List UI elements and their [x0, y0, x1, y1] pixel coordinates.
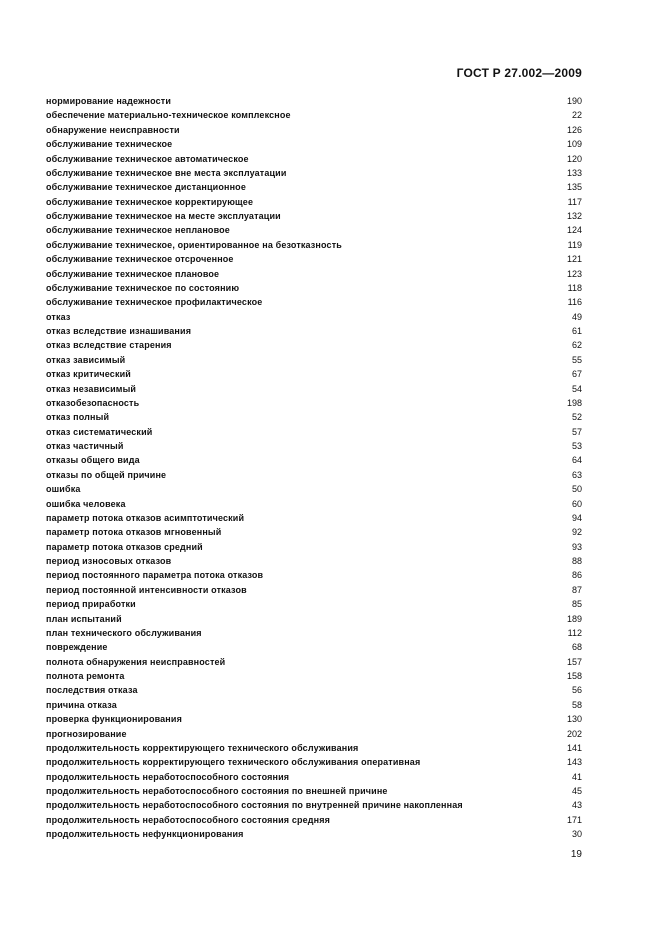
- index-entry: [46, 525, 582, 539]
- index-page-number: 45: [571, 786, 582, 796]
- index-entry: [46, 540, 582, 554]
- index-term: продолжительность нефункционирования: [46, 829, 244, 840]
- index-term: обслуживание техническое отсроченное: [46, 254, 234, 265]
- index-term: обслуживание техническое, ориентированное на безотказность: [46, 239, 342, 250]
- index-term: период износовых отказов: [46, 556, 172, 566]
- index-entry: [46, 108, 582, 122]
- index-page-number: 121: [566, 254, 582, 265]
- index-entry: [46, 482, 582, 496]
- index-term: продолжительность неработоспособного состояния по внешней причине: [46, 786, 388, 796]
- index-entry: [46, 727, 582, 741]
- index-term: обслуживание техническое по состоянию: [46, 282, 240, 293]
- index-entry: [46, 425, 582, 439]
- index-entry: [46, 741, 582, 755]
- index-entry: [46, 770, 582, 784]
- index-entry: [46, 152, 582, 166]
- index-entry: [46, 396, 582, 410]
- document-id: ГОСТ Р 27.002—2009: [456, 66, 582, 80]
- page-number: 19: [570, 849, 582, 860]
- index-term: параметр потока отказов асимптотический: [46, 512, 245, 523]
- index-entry: [46, 252, 582, 266]
- index-term: прогнозирование: [46, 728, 127, 739]
- index-entry: [46, 195, 582, 209]
- index-entry: [46, 338, 582, 352]
- index-entry: [46, 281, 582, 295]
- index-page-number: 56: [571, 685, 582, 696]
- index-page-number: 132: [566, 211, 582, 221]
- index-page-number: 117: [567, 196, 582, 207]
- index-term: нормирование надежности: [46, 96, 172, 106]
- index-page-number: 109: [566, 139, 582, 150]
- index-page-number: 61: [571, 326, 582, 336]
- index-page-number: 171: [566, 814, 582, 825]
- index-entry: [46, 94, 582, 108]
- index-page-number: 190: [566, 96, 582, 106]
- index-term: полнота обнаружения неисправностей: [46, 656, 226, 667]
- index-page-number: 30: [571, 829, 582, 840]
- index-term: проверка функционирования: [46, 714, 182, 725]
- index-term: полнота ремонта: [46, 671, 125, 681]
- index-entry: [46, 612, 582, 626]
- index-page-number: 133: [566, 167, 582, 178]
- index-page-number: 55: [571, 354, 582, 365]
- index-entry: [46, 238, 582, 252]
- index-entry: [46, 554, 582, 568]
- index-entry: [46, 784, 582, 798]
- index-term: обслуживание техническое неплановое: [46, 225, 230, 236]
- index-term: повреждение: [46, 642, 108, 653]
- index-term: отказ вследствие старения: [46, 340, 172, 351]
- index-page-number: 112: [567, 627, 582, 638]
- index-term: обслуживание техническое дистанционное: [46, 182, 246, 193]
- index-page-number: 130: [566, 714, 582, 725]
- index-term: обслуживание техническое корректирующее: [46, 196, 254, 207]
- index-entry: [46, 324, 582, 338]
- index-term: период приработки: [46, 599, 136, 610]
- index-page-number: 93: [571, 541, 582, 552]
- index-term: отказ полный: [46, 412, 110, 423]
- index-page-number: 53: [571, 441, 582, 451]
- index-term: продолжительность неработоспособного состояния по внутренней причине накопленная: [46, 800, 463, 811]
- index-entry: [46, 166, 582, 180]
- index-entry: [46, 209, 582, 223]
- index-entry: [46, 410, 582, 424]
- index-entry: [46, 640, 582, 654]
- index-page-number: 63: [571, 469, 582, 480]
- index-entry: [46, 827, 582, 841]
- index-entry: [46, 223, 582, 237]
- index-entry: [46, 295, 582, 309]
- index-entry: [46, 568, 582, 582]
- index-term: ошибка: [46, 484, 81, 495]
- index-entry: [46, 655, 582, 669]
- index-term: план испытаний: [46, 613, 122, 624]
- index-page-number: 50: [571, 484, 582, 495]
- index-entry: [46, 382, 582, 396]
- index-entry: [46, 310, 582, 324]
- index-page-number: 126: [566, 124, 582, 135]
- index-term: обслуживание техническое на месте эксплуатации: [46, 211, 281, 221]
- index-page-number: 86: [571, 570, 582, 581]
- index-page-number: 52: [571, 412, 582, 423]
- index-entry: [46, 453, 582, 467]
- index-term: ошибка человека: [46, 498, 126, 509]
- index-term: отказ независимый: [46, 383, 137, 394]
- index-entry: [46, 813, 582, 827]
- index-term: отказы по общей причине: [46, 469, 167, 480]
- index-page-number: 88: [571, 556, 582, 566]
- index-entry: [46, 597, 582, 611]
- index-page-number: 157: [566, 656, 582, 667]
- index-term: параметр потока отказов мгновенный: [46, 527, 222, 538]
- index-term: обеспечение материально-техническое комплексное: [46, 110, 291, 121]
- index-page-number: 68: [571, 642, 582, 653]
- index-page-number: 87: [571, 584, 582, 595]
- index-page-number: 67: [571, 369, 582, 380]
- term-index-list: [46, 94, 582, 842]
- index-entry: [46, 626, 582, 640]
- index-page-number: 62: [571, 340, 582, 351]
- index-page-number: 158: [566, 671, 582, 681]
- index-term: параметр потока отказов средний: [46, 541, 203, 552]
- index-page-number: 92: [571, 527, 582, 538]
- index-page-number: 60: [571, 498, 582, 509]
- index-entry: [46, 712, 582, 726]
- index-page-number: 141: [566, 742, 582, 753]
- index-entry: [46, 497, 582, 511]
- index-term: отказ критический: [46, 369, 131, 380]
- index-page-number: 49: [571, 311, 582, 322]
- index-page-number: 198: [566, 397, 582, 408]
- index-entry: [46, 698, 582, 712]
- index-entry: [46, 267, 582, 281]
- index-term: продолжительность неработоспособного состояния: [46, 771, 290, 782]
- index-term: последствия отказа: [46, 685, 138, 696]
- index-term: обслуживание техническое: [46, 139, 173, 150]
- index-page-number: 120: [566, 153, 582, 164]
- index-entry: [46, 439, 582, 453]
- index-page-number: 118: [567, 282, 582, 293]
- index-page-number: 85: [571, 599, 582, 610]
- index-entry: [46, 755, 582, 769]
- index-term: отказы общего вида: [46, 455, 140, 466]
- index-page-number: 41: [571, 771, 582, 782]
- index-page-number: 124: [566, 225, 582, 236]
- index-entry: [46, 669, 582, 683]
- index-page-number: 189: [566, 613, 582, 624]
- index-entry: [46, 367, 582, 381]
- index-page-number: 94: [571, 512, 582, 523]
- index-term: причина отказа: [46, 699, 117, 710]
- index-term: отказ систематический: [46, 426, 153, 437]
- index-page-number: 116: [567, 297, 582, 308]
- index-term: план технического обслуживания: [46, 627, 202, 638]
- index-page-number: 64: [571, 455, 582, 466]
- index-term: продолжительность корректирующего технического обслуживания: [46, 742, 359, 753]
- index-term: отказ: [46, 311, 71, 322]
- index-page-number: 43: [571, 800, 582, 811]
- index-page-number: 54: [571, 383, 582, 394]
- index-entry: [46, 180, 582, 194]
- index-term: обслуживание техническое профилактическое: [46, 297, 263, 308]
- index-entry: [46, 798, 582, 812]
- index-term: обнаружение неисправности: [46, 124, 180, 135]
- index-entry: [46, 468, 582, 482]
- index-term: период постоянной интенсивности отказов: [46, 584, 247, 595]
- index-term: обслуживание техническое плановое: [46, 268, 220, 279]
- index-page-number: 143: [566, 757, 582, 768]
- index-term: отказобезопасность: [46, 397, 140, 408]
- index-page-number: 22: [571, 110, 582, 121]
- index-entry: [46, 583, 582, 597]
- index-page-number: 119: [567, 239, 582, 250]
- index-term: продолжительность корректирующего технического обслуживания оперативная: [46, 757, 421, 768]
- index-page-number: 202: [566, 728, 582, 739]
- index-term: продолжительность неработоспособного состояния средняя: [46, 814, 331, 825]
- index-page-number: 135: [566, 182, 582, 193]
- index-term: отказ зависимый: [46, 354, 126, 365]
- index-entry: [46, 123, 582, 137]
- index-entry: [46, 137, 582, 151]
- index-term: обслуживание техническое вне места эксплуатации: [46, 167, 287, 178]
- index-page-number: 58: [571, 699, 582, 710]
- index-entry: [46, 511, 582, 525]
- index-page-number: 123: [566, 268, 582, 279]
- index-entry: [46, 683, 582, 697]
- index-term: период постоянного параметра потока отказов: [46, 570, 264, 581]
- index-term: отказ частичный: [46, 441, 124, 451]
- index-term: отказ вследствие изнашивания: [46, 326, 192, 336]
- index-term: обслуживание техническое автоматическое: [46, 153, 249, 164]
- index-page-number: 57: [571, 426, 582, 437]
- index-entry: [46, 353, 582, 367]
